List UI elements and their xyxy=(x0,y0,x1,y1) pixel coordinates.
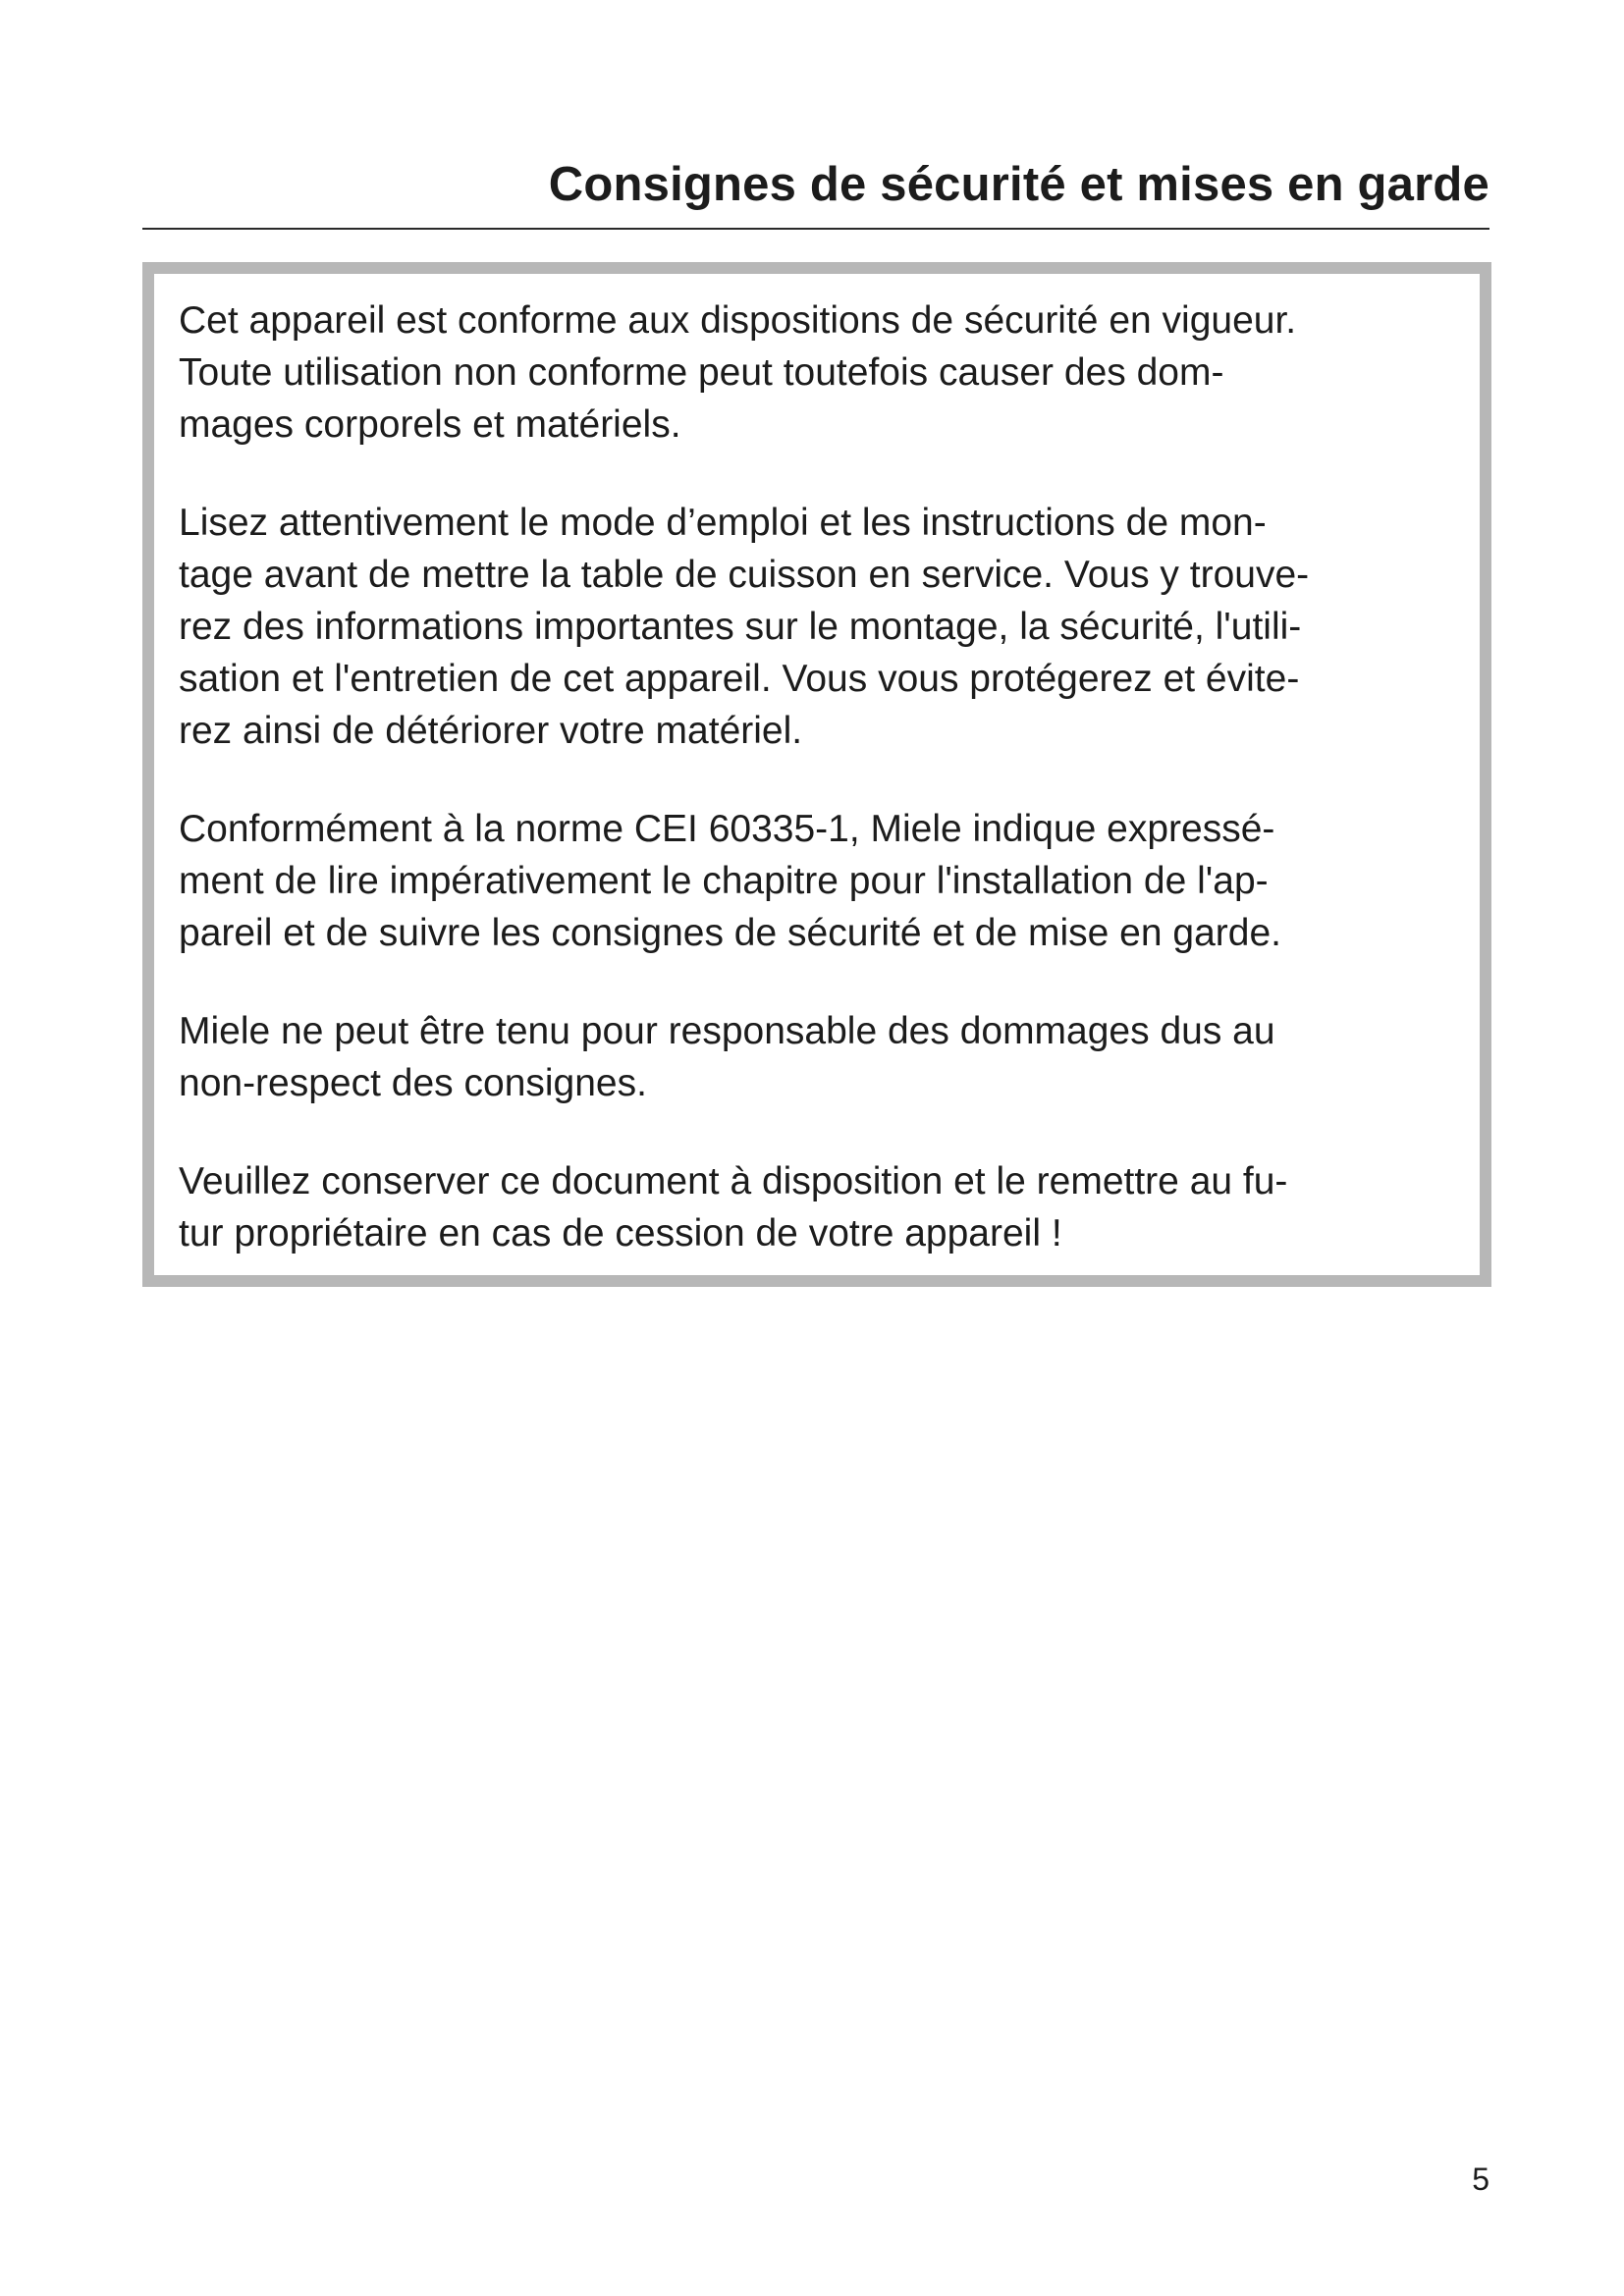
safety-notice-box xyxy=(142,262,1491,1287)
notice-paragraph-standard xyxy=(179,803,1475,959)
page-title: Consignes de sécurité et mises en garde xyxy=(548,158,1489,211)
notice-paragraph-conformity xyxy=(179,294,1475,451)
page-number: 5 xyxy=(1472,2162,1489,2197)
text-line: Lisez attentivement le mode d’emploi et les instructions de mon- xyxy=(179,502,1267,544)
safety-notice-content xyxy=(179,294,1475,1259)
notice-paragraph-keep-document xyxy=(179,1155,1475,1259)
text-line: sation et l'entretien de cet appareil. Vous vous protégerez et évite- xyxy=(179,658,1300,700)
text-line: rez ainsi de détériorer votre matériel. xyxy=(179,710,803,752)
notice-paragraph-liability xyxy=(179,1005,1475,1109)
text-line: Toute utilisation non conforme peut toutefois causer des dom- xyxy=(179,351,1224,394)
text-line: ment de lire impérativement le chapitre pour l'installation de l'ap- xyxy=(179,860,1269,902)
text-line: Veuillez conserver ce document à disposition et le remettre au fu- xyxy=(179,1160,1288,1202)
text-line: Conformément à la norme CEI 60335-1, Miele indique expressé- xyxy=(179,808,1275,850)
text-line: Cet appareil est conforme aux dispositions de sécurité en vigueur. xyxy=(179,299,1297,342)
text-line: tur propriétaire en cas de cession de votre appareil ! xyxy=(179,1212,1062,1255)
text-line: Miele ne peut être tenu pour responsable des dommages dus au xyxy=(179,1010,1275,1052)
text-line: non-respect des consignes. xyxy=(179,1062,647,1104)
notice-paragraph-read-instructions xyxy=(179,497,1475,757)
text-line: rez des informations importantes sur le montage, la sécurité, l'utili- xyxy=(179,606,1302,648)
text-line: mages corporels et matériels. xyxy=(179,403,681,446)
text-line: tage avant de mettre la table de cuisson en service. Vous y trouve- xyxy=(179,554,1310,596)
heading-divider xyxy=(142,228,1489,230)
text-line: pareil et de suivre les consignes de sécurité et de mise en garde. xyxy=(179,912,1281,954)
